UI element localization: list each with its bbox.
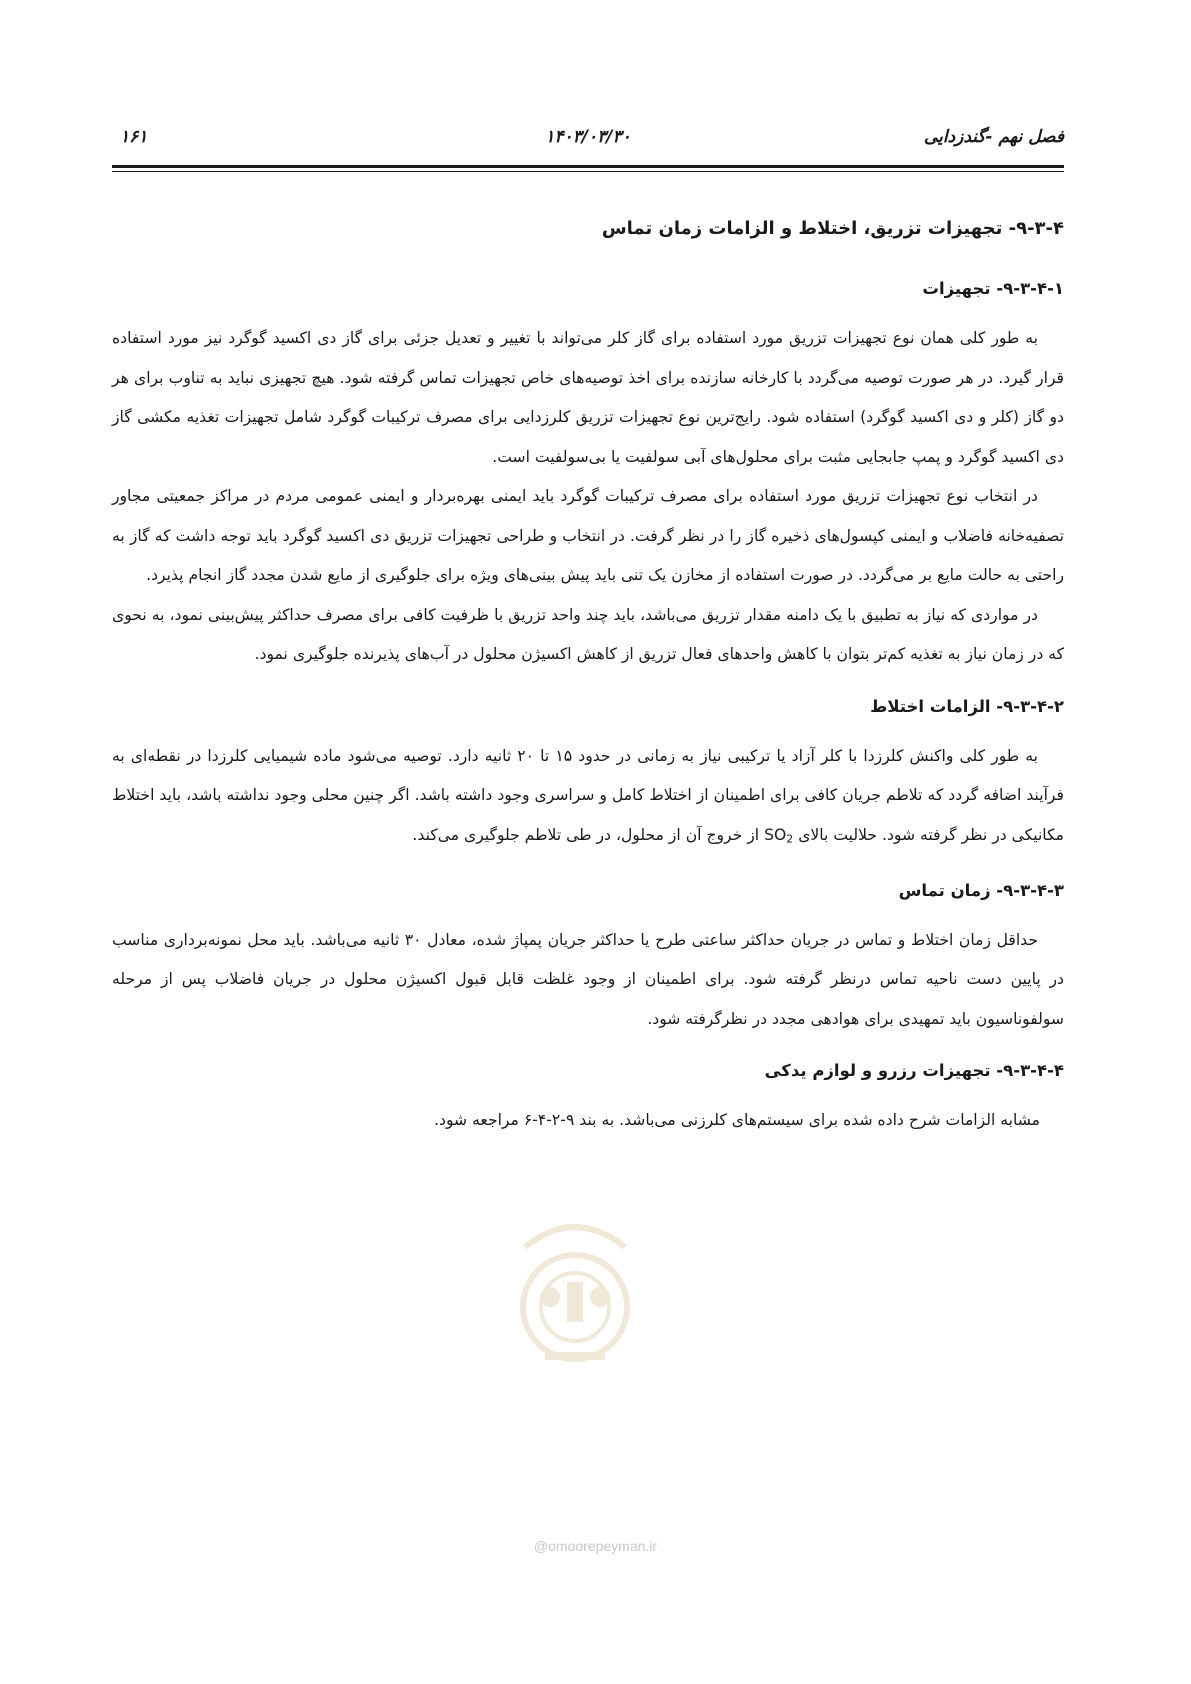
- paragraph: به طور کلی همان نوع تجهیزات تزریق مورد استفاده برای گاز کلر می‌تواند با تغییر و تعدیل جزئی برای گاز دی اکسید گوگرد نیز مورد استفاده قرار گیرد. در هر صورت توصیه می‌گردد با کارخانه سازنده برای اخذ توصیه‌های خاص تجهیزات تماس گرفته شود. هیچ تجهیزی نباید به تناوب برای هر دو گاز (کلر و دی اکسید گوگرد) استفاده شود. رایج‌ترین نوع تجهیزات تزریق کلرزدایی برای مصرف ترکیبات گوگرد شامل تجهیزات تغذیه مکشی گاز دی اکسید گوگرد و پمپ جابجایی مثبت برای محلول‌های آبی سولفیت یا بی‌سولفیت است.: [112, 329, 1064, 466]
- paragraph-mixing: [112, 737, 1064, 859]
- running-header: [112, 127, 1064, 155]
- subsection-heading-contact-time: ۹-۳-۴-۳- زمان تماس: [898, 880, 1064, 900]
- paragraph: در مواردی که نیاز به تطبیق با یک دامنه مقدار تزریق می‌باشد، باید چند واحد تزریق با ظرفیت کافی برای مصرف حداکثر پیش‌بینی نمود، به نحوی که در زمان نیاز به تغذیه کم‌تر بتوان با کاهش واحدهای فعال تزریق از کاهش اکسیژن محلول در آب‌های پذیرنده جلوگیری نمود.: [112, 605, 1064, 663]
- header-date: ۱۴۰۳/۰۳/۳۰: [545, 127, 631, 147]
- chemical-formula: [764, 826, 793, 844]
- paragraph: در انتخاب نوع تجهیزات تزریق مورد استفاده برای مصرف ترکیبات گوگرد باید ایمنی بهره‌بردار و ایمنی عمومی مردم در مراکز جمعیتی مجاور تصفیه‌خانه فاضلاب و ایمنی کپسول‌های ذخیره گاز را در نظر گرفت. در انتخاب و طراحی تجهیزات تزریق دی اکسید گوگرد باید توجه داشت که گاز به راحتی به حالت مایع بر می‌گردد. در صورت استفاده از مخازن یک تنی باید پیش بینی‌های ویژه برای جلوگیری از مایع شدن مجدد گاز انجام پذیرد.: [112, 487, 1064, 584]
- page-number: ۱۶۱: [120, 127, 148, 147]
- page-body: [112, 215, 1064, 1141]
- header-rule-thin: [112, 171, 1064, 172]
- formula-subscript: 2: [786, 832, 794, 846]
- formula-main: SO: [764, 825, 787, 844]
- spacer: [112, 1039, 1064, 1057]
- paragraph: حداقل زمان اختلاط و تماس در جریان حداکثر ساعتی طرح یا حداکثر جریان پمپاژ شده، معادل ۳۰ ثانیه می‌باشد. باید محل نمونه‌برداری مناسب در پایین دست ناحیه تماس درنظر گرفته شود. برای اطمینان از وجود غلظت قابل قبول اکسیژن محلول در جریان فاضلاب پس از مرحله سولفوناسیون باید تمهیدی برای هوادهی مجدد در نظرگرفته شود.: [112, 930, 1064, 1028]
- chapter-title: فصل نهم -گندزدایی: [923, 127, 1064, 147]
- paragraph-text: به طور کلی واکنش کلرزدا با کلر آزاد یا ترکیبی نیاز به زمانی در حدود ۱۵ تا ۲۰ ثانیه دارد. توصیه می‌شود ماده شیمیایی کلرزدا در نقطه‌ای به فرآیند اضافه گردد که تلاطم جریان کافی برای اطمینان از اختلاط کامل و سراسری وجود داشته باشد. اگر چنین محلی وجود نداشته باشد، باید اختلاط مکانیکی در نظر گرفته شود. حلالیت بالای: [112, 746, 1064, 844]
- paragraph: مشابه الزامات شرح داده شده برای سیستم‌های کلرزنی می‌باشد. به بند ۹-۲-۴-۶ مراجعه شود.: [434, 1111, 1040, 1130]
- watermark-text: @omoorepeyman.ir: [533, 1538, 658, 1554]
- spacer: [112, 859, 1064, 877]
- subsection-heading-spare-parts: ۹-۳-۴-۴- تجهیزات رزرو و لوازم یدکی: [764, 1061, 1064, 1081]
- paragraph-text: از خروج آن از محلول، در طی تلاطم جلوگیری می‌کند.: [412, 825, 760, 844]
- header-rule: [112, 165, 1064, 168]
- subsection-heading-equipment: ۹-۳-۴-۱- تجهیزات: [922, 279, 1064, 298]
- subsection-heading-mixing: ۹-۳-۴-۲- الزامات اختلاط: [870, 696, 1064, 716]
- spacer: [112, 675, 1064, 693]
- watermark-logo: [505, 1212, 645, 1372]
- section-heading: ۹-۳-۴- تجهیزات تزریق، اختلاط و الزامات زمان تماس: [601, 218, 1064, 239]
